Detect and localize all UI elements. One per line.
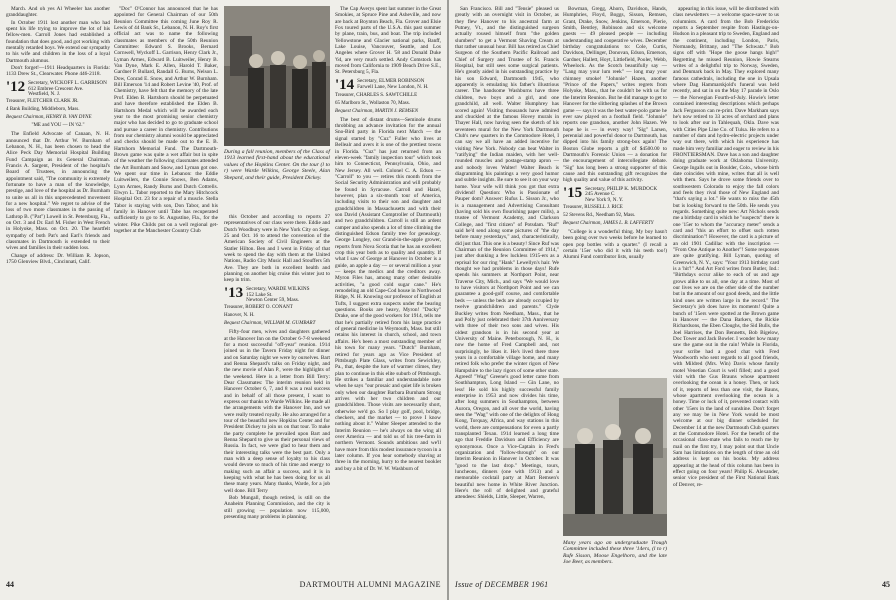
treasurer-line: Treasurer, CHARLES S. SAWTCHILLE: [335, 92, 418, 98]
left-page: [0, 0, 447, 600]
paragraph: Bowman, Gregg, Ahorn, Davidson, Hands, Humphries, Floyd, Boggs, Sisson, Remsen, Grant, Drake, Snow, Jenkins, Emerson, Pierie, Smith, Bentley, Robinson and six welcome guests — 49 pleased people — including understanding and cooperative wives. December birthday congratulations to: Cole, Curtis, Davidson, Dellinger, Donovan, Edson, Emerson, Gardner, Hallett, Hoyt, Littlefield, Pooler, Webb, Wheelock. As the Scotch beautifully say — "Lang may your lum reek" — long may your chimney smoke! "Johnnie" Hazen, another "Prince of the Papers," writes regrets from Holyoke, Mass., that he couldn't be with us for the Interim Reunion. But he did manage to get to Hanover for the slithering splashes of the Brown game — says it was the best water-polo game he ever saw played on a football field. "Johnnie" reports one grandson, another John Hazen. We hope he is — in every way! "Sig" Larsen, perennial and powerful donor to Dartmouth, has dipped into his family strong-box again! The Boston Globe reports a gift of $4500.00 to Dartmouth's Forensic Union — a donation for the encouragement of intercollegiate debate. "Sig" has long been a strong supporter of this cause and this outstanding gift recognizes the high quality and value of this activity.: [563, 6, 667, 184]
treasurer-line: Treasurer, FLETCHER CLARK JR.: [6, 99, 79, 105]
paragraph: Fifty-four men, wives and daughters gathered at the Hanover Inn on the October 6-7-8 weekend for a most successful "off-year" reunion. 1914 joined us in the Tavern Friday night for dinner and on Saturday night we were by ourselves. Bart and Renna Shepard's talks on Friday night, and the new movie of Alan P., were the highlights of the weekend. Here is a letter from Bill Terry: Dear Classmates: The interim reunion held in Hanover October 6, 7, and 8 was a real success and in behalf of all those present, I want to express our thanks to Warde Wilkins. He made all the arrangements with the Hanover Inn, and we were really treated royally. He also arranged for a tour of the beautiful new Hopkins Center and for President Dickey to join us on that tour. To make the party complete he prevailed upon Bart and Renna Shepard to give us their personal views of Russia. In fact, we were glad to hear them and their interesting talks were the best part. Only a man with a deep sense of loyalty to his class would devote so much of his time and energy to making such an affair a success, and it is in keeping with what he has been doing for us all these many years. Many thanks, Warde, for a job well done. Bill Terry: [224, 329, 330, 494]
left-column-1: [6, 6, 110, 576]
address-line: Westfield, N. J.: [28, 91, 61, 98]
address-line: 245 Avenue C: [585, 191, 615, 198]
paragraph: In October 1911 lost another man who had spent his life trying to improve the lot of his fellow-men. Carroll Jones had established a foundation that does good, and got working with mentally retarded boys. We extend our sympathy to his wife and children in the loss of a loyal Dartmouth alumnus.: [6, 19, 110, 64]
left-column-4: [335, 6, 441, 576]
reunion-photo: [224, 6, 330, 146]
left-column-2: [114, 6, 218, 576]
paragraph: "College is a wonderful thing. My boy hasn't been going over two weeks before he learned to open pop bottles with a quarter." (I recall a certain '15er who did it with his teeth too!) Alumni Fund contributor lists, usually: [563, 229, 667, 261]
paragraph: appearing in this issue, will be distributed with class newsletters — a welcome space-saver to us columnists. A card from the Bob Fredericks reports a September respite from Hastings-on-Hudson in a pleasant trip to Sweden, England and the continent, including London, Paris, Normandy, Brittany, and "The Schwatz." Bob signs off with "Hope the goose hangs high!" Regretting he missed Reunion, Howie Stearns writes of a delightful trip to Norway, Sweden, and Denmark back in May. They explored many famous cathedrals, including the one in Upsala where Dag Hammarskjold's funeral was held recently, and sat in on the May 17 parade in Oslo — the Norwegian Fourth-of-July. Howie's letter contained interesting descriptions which perhaps Jack Fergusson can re-print. Dave Markham says he's now retired to 33 acres of orchard and plans to look after our in Tahlequah, Okla. Dave was with Cities Pipe Line Co. of Tulsa. He refers to a number of dam and hydro-electric projects under way out there, with which his experience has made him very familiar and eager to review in his FRONTIERSMAN. Dave has a son and daughter doing graduate work at Oklahoma University. George Ingalls out in Boulder, Colo., whose birth date coincides with mine, writes that all is well with them. Says he drove some friends over to southwestern Colorado to enjoy the fall colors and feels they rival those of New England and "that's saying a lot." He wants to miss the 45th but is looking forward to the 50th. He sends you regards. Something quite new: Art Nichols sends me a birthday card in which he "suspects" there is one '15er to whom the "accuracy meter" sends a card and "this an effort to offset such rotten discrimination"! However, the card is a picture of an old 1901 Cadillac with the inscription — "From One Antique to Another"! Some responses are quite gratifying. Bill Lyman, quoting of Greenwich, N. Y., says: "Your 1913 birthday card is a 'hit'!" And Art Ford writes from Butler, Ind.: "Birthdays occur alike to each of us and age grows alike to us all, one day at a time. Most of our lives we are on the other side of the number but in the amount of our good deeds, and the little kind ones are written large in the record." The Secretary's job does have its moments! Quite a bunch of '15ers were spotted at the Brown game in Hanover — the Dana Barkers, the Rickie Richardsons, the Eben Cloughs, the Sid Bulls, the Joel Harrises, the Don Bennetts, Bob Bigelow, Doc Tower and Jack Bowler. I wonder how many saw the game out in the rain! While in Florida, your scribe had a good chat with Fred Woodworth who sent regards to all good friends, with Mildred (Mrs. Win) Davis whose family motel Venetian Court is well filled; and a good visit with the Gus Brauns whose apartment overlooking the ocean is a honey. Then, or luck of it, reports of less than one visit, the Bauns, whose apartment overlooking the ocean is a honey. Time or luck of it, prevented contact with other '15ers in the land of sunshine. Don't forget any we may be in New York would be most welcome at our big dinner scheduled for December 14 at the new Dartmouth Club quarters at the Commodore Hotel. For the benefit of the occasional class-mate who fails to reach me by mail on the first try, I may point out that Uncle Sam has limitations on the length of time an old address is kept on his books. My address appearing at the head of this column has been in effect going on four years! Philip K. Alexander, senior vice president of the First National Bank of Denver, re-: [673, 6, 779, 488]
address-line: Hanover, N. H.: [224, 313, 255, 319]
paragraph: The best of distant drums—Seminole drums throbbing an advance invitation for the annual Sno-Bird party in Florida next March — the signal started by "Cuz" Fuller who lives at Bellealr and avers it is one of the prettiest towns in Florida. "Cuz" has just returned from an eleven-week "family inspection tour" which took him to Connecticut, Pennsylvania, Ohio, and New Jersey. All well. Colonel C. A. Edson — "Carroll" to you — retires this month from the Social Security Administration and will probably be found in Syracuse. Carroll and Hazel, however, plan a six-month tour of America, including visits to their son and daughter and grandchildren in Massachusetts and with their son David (Assistant Comptroller of Dartmouth) and two grandchildren. Carroll is still an ardent camper and also spends a lot of time climbing the distinguished Edson family tree for genealogy. George Longley, our Grand-in-the-apple grower, reports from Nova Scotia that he has an excellent crop this year both as to quality and quantity. If what I saw of George at Hanover in October is a guide, an apple a day — or several million a year — keeps the medics and the creditors away. Myron Files has, among many other desirable activities, "a good cold sugar cane." He's remodeling an old Cape-Cod house in Northwood Ridge, N. H. Knowing our professor of English at Tufts, I suggest extra suspects under the bearing questions. Books are heavy, Myron! "Ducky" Drake, one of the good workers for 1914, tells me that he's partially retired from his large practice of general medicine in Weymouth, Mass. but still retains his interest in church, school, and town affairs. He's been a most outstanding member of his town for many years. "Dutch" Burnham, retired for years ago as Vice President of Pittsburgh Plate Glass, writes from Sewickley, Pa., that, despite the lure of warmer climes, they plan to continue in this elite suburb of Pittsburgh. He strikes a familiar and understandable note when he says "our prosaic and quiet life is broken only when our daughter Barbara Burnham Strong arrives with her two children and our grandchildren. Those visits are necessarily short, otherwise we'd go. So I play golf, pool, bridge, checkers, and the market — to prove I know nothing about it." Walter Sleeper attended to the Interim Reunion — he's always on the wing all over America — and told us of his tree-farm in northern Vermont. Sounds ambitious and we'll have more from this modest insurance tycoon in a later column. If you hear somebody shaving at three in the morning, hurry to the nearest booklet and buy a bit of Dr. W. W. Washburn of: [335, 116, 441, 472]
right-page-number: 45: [882, 580, 890, 589]
bequest-line: Bequest Chairman, JAMES L. B. LAFFERTY: [563, 221, 654, 227]
right-column-2: [563, 6, 667, 374]
photo-placeholder-image: [563, 378, 667, 536]
paragraph: Bob Mungall, though retired, is still on the Anaheim Planning Commission, and the city is still growing — population now 115,000, presenting many problems in planning.: [224, 495, 330, 521]
class-year: '12: [6, 78, 26, 95]
right-column-4: [784, 6, 890, 576]
paragraph: San Francisco. Bill and "Tensie" pleased us greatly with an overnight visit in October, as they flew Hanover to his ancestral farm at Putney, Vt., and the distinguished surgeon actually roused himself from "the golden slumbers" to get a Vermont Shaving Cream at that rather unusual hour. Bill has retired as Chief Surgeon of the Southern Pacific Railroad and Chief of Surgery and Trustee of St. Francis Hospital, but still sees some surgical patients. He's greatly aided in his outstanding practice by his son Edward, Dartmouth 1945, who apparently is emulating his father's illustrious career. The handsome Washburns have three children, two boys and a girl, and one grandchild, all well. Walter Humphrey has scored again! Visiting thousands have admired and chuckled at the famous Hovey murals in Thayer Hall, now having seen the sketch of his seventeen mural for the New York Dartmouth Club's new quarters in the Commodore Hotel, I can say we all have an added incentive for visiting New York. Nobody can beat Walter in "ratifying" the Indian maiden, with her well-rounded muscles and postage-stamp apron — and nobody loves Walter! Walter Beach is diagramming his paintings a very good humor and subtle insights. Be sure to see it on your way home. Your wife will think you got that extra dividend! Question: Who is Passionate of Pauper dom? Answer: Rufus L. Sisson Jr., who is a management and Advertising Consultant (having sold his own flourishing paper mills), a trustee of Vermont Academy, and Clarkson College, and "first citizen" of Potsdam. "Ruf" said he'd send along some pictures of "the day before many yesterdays," and, characteristically, did just that. This one is a beauty! Since Ruf was Chairman of the Reunion Committee of 1914," just after dunking a few luckless 1915-ers as a reprisal for our ring "Hank" Lewellyn's hair. We thought we had problems in those days! Rufe spends his summers at Northport Point, near Traverse City, Mich., and says "We would love to have visitors at Northport Point and we can guarantee a good-golf course, and comfortable beds — unless the beds are already occupied by twelve grandchildren and parents." Clyde Buckley writes from Needham, Mass., that he and Polly just celebrated their 37th Anniversary with three of their two sons and wives. His oldest grandson is in his second year at University of Maine. Peterborough, N. H., is now the home of Fred Campbell and, not surprisingly, he likes it. He's lived there three years in a comfortable village home, and many retired folk who prefer the winter rigors of New Hampshire to the lazy rigors of some other state. Agreed! "Wag" Greene's good letter came from Southhampton, Long Island — Gin Lane, no less! He sold his highly successful family enterprise in 1953 and now divides his time, after long summers in Southampton, between Aurora, Oregon, and all over the world, having seen the "Wag" with one of the delights of Hong Kong, Torquay, Africa, and way stations in this world, there are compensations for even a partly transplanted Texan. 1914 learned a long time ago that Freddie Davidson and Efficiency are synonymous. Once a Vice-Captain in Fred's organization and "follow-through" on our Interim Reunion in Hanover in October. It was "good to the last drop." Meetings, tours, luncheons, dinners (one with 1913) and a memorable cocktail party at Mart Remsen's beautiful new home in White River Junction. Here's the roll of delighted and grateful attendees: Shields, Little, Sleeper, Warren,: [455, 6, 559, 501]
paragraph: Don't forget!—1911 Headquarters in Florida: 1133 Drew St., Clearwater. Phone 446-2118.: [6, 65, 110, 78]
address-line: 152 Lake St.: [246, 291, 273, 298]
address-line: 4 Bank Building, Middleboro, Mass.: [6, 107, 80, 113]
paragraph: The Enfield Advocate of Canaan, N. H. announced that Dr. Arthur W. Burnham of Lebanon, N. H., has been chosen to head the Alice Peck Day Memorial Hospital Building Fund Campaign as its General Chairman. Francis A. Sargent, President of the hospital's Board of Trustees, in announcing the appointment said, "The community is extremely fortunate to have a man of the knowledge, prestige, and love of the hospital as Dr. Burnham to unite us all in this unprecedented movement for a new hospital." We regret to advise of the loss of two more classmates in the passing of Lathrop B. ("Pat") Lowell in St. Petersburg, Fla., on Oct. 3 and Dr. Earl M. Fisher in West French in Holyoke, Mass. on Oct. 20. The heartfelt sympathy of both Pat's and Earl's friends and classmates in Dartmouth is extended to their wives and families in their sudden loss.: [6, 131, 110, 252]
treasurer-line: Treasurer, ROBERT O. CONANT: [224, 305, 293, 311]
left-column-3: [224, 214, 330, 576]
photo-caption: Many years ago an undergraduate Trough Committee included these three '14ers, (l to r) Rufe Sisson, Moose Engelhorn, and the late Joe Beer, as members.: [563, 540, 667, 566]
right-column-3: [673, 6, 779, 576]
address-line: New York 9, N. Y.: [585, 197, 624, 204]
left-page-number: 44: [6, 580, 14, 589]
class-1912-header: [6, 78, 110, 98]
paragraph: The Cap Averys spent last summer in the Great Smokies, at Spruce Pine and Asheville, and now are back at Boynton Beach, Fla. Grover and Elsie Fox toured parts of the U.S.A. this past summer by plane, train, bus, and boat. The trip included Yellowstone and Glacier national parks, Banff, Lake Louise, Vancouver, Seattle, and Los Angeles where Grover H. '58 and Donald Duke '64, are very much settled. Andy Comstock has moved from California to 1909 Beach Drive S.E., St. Petersburg 5, Fla.: [335, 6, 441, 76]
class-year: '15: [563, 184, 583, 201]
class-year: '14: [335, 76, 355, 93]
treasurer-line: Treasurer, RUSSELL J. RICE: [563, 205, 623, 211]
right-page: [449, 0, 896, 600]
secretary-line: Secretary, WARDE WILKINS: [246, 285, 310, 292]
magazine-title: DARTMOUTH ALUMNI MAGAZINE: [299, 580, 441, 589]
address-line: Farwell Lane, New London, N. H.: [357, 83, 429, 90]
class-1913-header: [224, 284, 330, 304]
photo-placeholder-image: [224, 6, 330, 146]
address-line: 52 Stevens Rd., Needham 92, Mass.: [563, 213, 636, 219]
class-1914-header: [335, 76, 441, 93]
paragraph: Change of address: Dr. William R. Jopson, 1750 Glenview Blvd., Cincinnati, Calif.: [6, 252, 110, 266]
secretary-line: Secretary, PHILIP K. MURDOCK: [585, 185, 658, 192]
photo-caption: During a fall reunion, members of the Class of 1913 learned first-hand about the educational values of the Hopkins Center. On the tour (l to r) were Warde Wilkins, George Steele, Alan Shepard, and their guide, President Dickey.: [224, 149, 330, 181]
committee-photo: [563, 378, 667, 536]
address-line: 612 Embree Crescent Ave.: [28, 85, 84, 92]
right-column-1: [455, 6, 559, 576]
issue-label: Issue of DECEMBER 1961: [455, 580, 549, 589]
class-year: '13: [224, 284, 244, 301]
class-1915-header: [563, 184, 667, 204]
bequest-line: Bequest Chairman, HENRY B. VAN DYNE: [6, 115, 92, 121]
secretary-line: Secretary, ELMER ROBINSON: [357, 77, 425, 84]
paragraph: this October and according to reports 27 representatives of our class were there. Eddie and Dutch Woodbury were in New York City on Sept. 25 and Oct. 16 to attend the convention of the American Society of Civil Engineers at the Statler Hilton. Ben and I went in Friday of that week to spend the day with them at the United Nations, Radio City Music Hall and Stouffers 5th Ave. They are both in excellent health and planning on another big cruise this winter just to keep in trim.: [224, 214, 330, 284]
bequest-line: Bequest Chairman, WILLIAM M. GUMBART: [224, 321, 316, 327]
bequest-line: Bequest Chairman, MARTIN J. REMSEN: [335, 108, 419, 114]
class-motto: "ME and YOU — IN '62.": [31, 123, 85, 129]
address-line: Newton Center 59, Mass.: [246, 297, 300, 304]
address-line: 65 Marlboro St., Wollaston 70, Mass.: [335, 100, 410, 106]
paragraph: "Doc" O'Connor has announced that he has appointed for General Chairman of our 50th Reunion Committee this coming June Roy R. Lewis of 44 Bank St., Lebanon, N. H. Roy's first official act was to name the following classmates as members of the 50th Reunion Committee: Edward S. Brooks, Bernard Cornwell, Wyckoff L. Garrison, Henry Clark Jr., Lyman Armes, Edward B. Luitweiler, Henry B. Van Dyne, Mark E. Allen, Harold T. Baker, Gardner P. Bullard, Randall G. Burns, Nelson L. Dow, Conrad E. Snow, and Arthur W. Burnham. Bill Emerson '14 and Robert Levine '40, Prof. of Chemistry, have felt that the memory of the late Prof. Elden B. Hartshorn should be perpetuated and have therefore established the Elden B. Hartshorn Medal which will be awarded each year to the most promising senior chemistry major who has decided to go to graduate school and pursue a career in chemistry. Contributions from our chemistry alumni would be appreciated and checks should be made out to the E. B. Hartshorn Memorial Fund. The Dartmouth-Brown game was quite a wet affair but in spite of the weather the following classmates attended the Art Burnham and Snow, and Lyman got one. We spent our time in Lebanon: the Eddie Luitweilers, the Connie Snows, Ben Adams, Lynn Armes, Randy Burns and Dutch Cottrells. Elwyn L. Tabor reported to the Mary Hitchcock Hospital Oct. 23 for a repair of a muscle. Stella Tabor is staying with son, Don Tabor, and his family in Hanover until Tabe has recuperated sufficiently to go to St. Augustine, Fla., for the winter. Pike Childs put on a well regional get-together at the Manchester Country Club: [114, 6, 218, 235]
paragraph: March. And oh yes Al Wheeler has another granddaughter.: [6, 6, 110, 19]
secretary-line: Secretary, WICKOFF L. GARRISON: [28, 79, 107, 86]
